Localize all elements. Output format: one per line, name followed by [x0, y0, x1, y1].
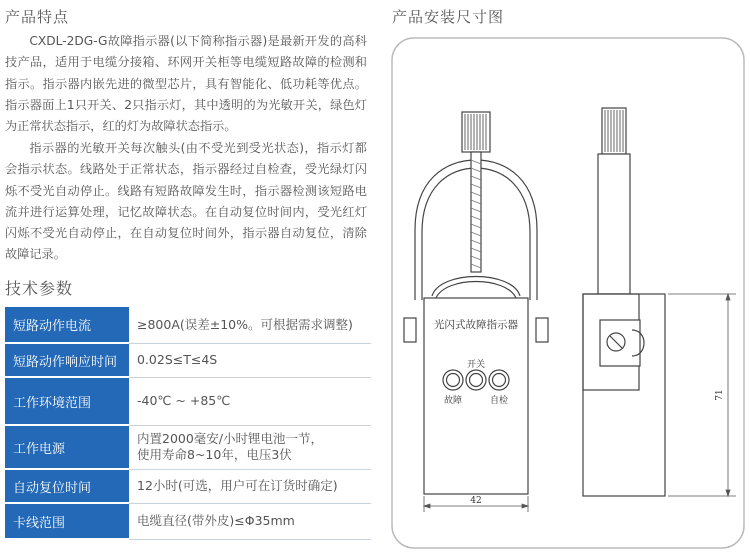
spec-key: 短路动作电流 [5, 307, 129, 343]
spec-key: 短路动作响应时间 [5, 343, 129, 377]
features-paragraph-1: CXDL-2DG-G故障指示器(以下简称指示器)是最新开发的高科技产品，适用于电缆分接箱、环网开关柜等电缆短路故障的检测和指示。指示器内嵌先进的微型芯片，具有智能化、低功耗等优点。指示器面上1只开关、2只指示灯，其中透明的为光敏开关，绿色灯为正常状态指示，红的灯为故障状态指示。 [5, 34, 367, 134]
install-heading: 产品安装尺寸图 [392, 8, 505, 26]
spec-value: 电缆直径(带外皮)≤Φ35mm [129, 503, 371, 539]
device-label: 光闪式故障指示器 [434, 319, 518, 331]
spec-key: 卡线范围 [5, 503, 129, 539]
side-view [583, 108, 665, 496]
specs-heading: 技术参数 [5, 279, 74, 298]
width-dimension-label: 42 [470, 496, 482, 506]
spec-value: 0.02S≤T≤4S [129, 343, 371, 377]
height-dimension [668, 294, 736, 496]
front-view [404, 112, 548, 494]
spec-key: 自动复位时间 [5, 469, 129, 503]
fault-label: 故障 [443, 396, 463, 406]
spec-value: 12小时(可选，用户可在订货时确定) [129, 469, 371, 503]
selftest-label: 自检 [489, 396, 509, 406]
height-dimension-label: 71 [715, 389, 725, 401]
spec-value: ≥800A(误差±10%。可根据需求调整) [129, 307, 371, 343]
spec-value: -40℃ ~ +85℃ [129, 377, 371, 425]
switch-label: 开关 [466, 360, 486, 370]
side-screw-icon [536, 318, 548, 342]
features-heading: 产品特点 [5, 8, 70, 26]
spec-key: 工作环境范围 [5, 377, 129, 425]
spec-key: 工作电源 [5, 425, 129, 469]
spec-value: 内置2000毫安/小时锂电池一节， 使用寿命8~10年，电压3伏 [129, 425, 371, 469]
features-paragraph-2: 指示器的光敏开关每次触头(由不受光到受光状态)，指示灯都会指示状态。线路处于正常状态，指示器经过自检查，受光绿灯闪烁不受光自动停止。线路有短路故障发生时，指示器检测该短路电流并进行运算处理，记忆故障状态。在自动复位时间内，受光红灯闪烁不受光自动停止，在自动复位时间外，指示器自动复位，清除故障记录。 [5, 141, 367, 262]
side-screw-icon [404, 318, 416, 342]
